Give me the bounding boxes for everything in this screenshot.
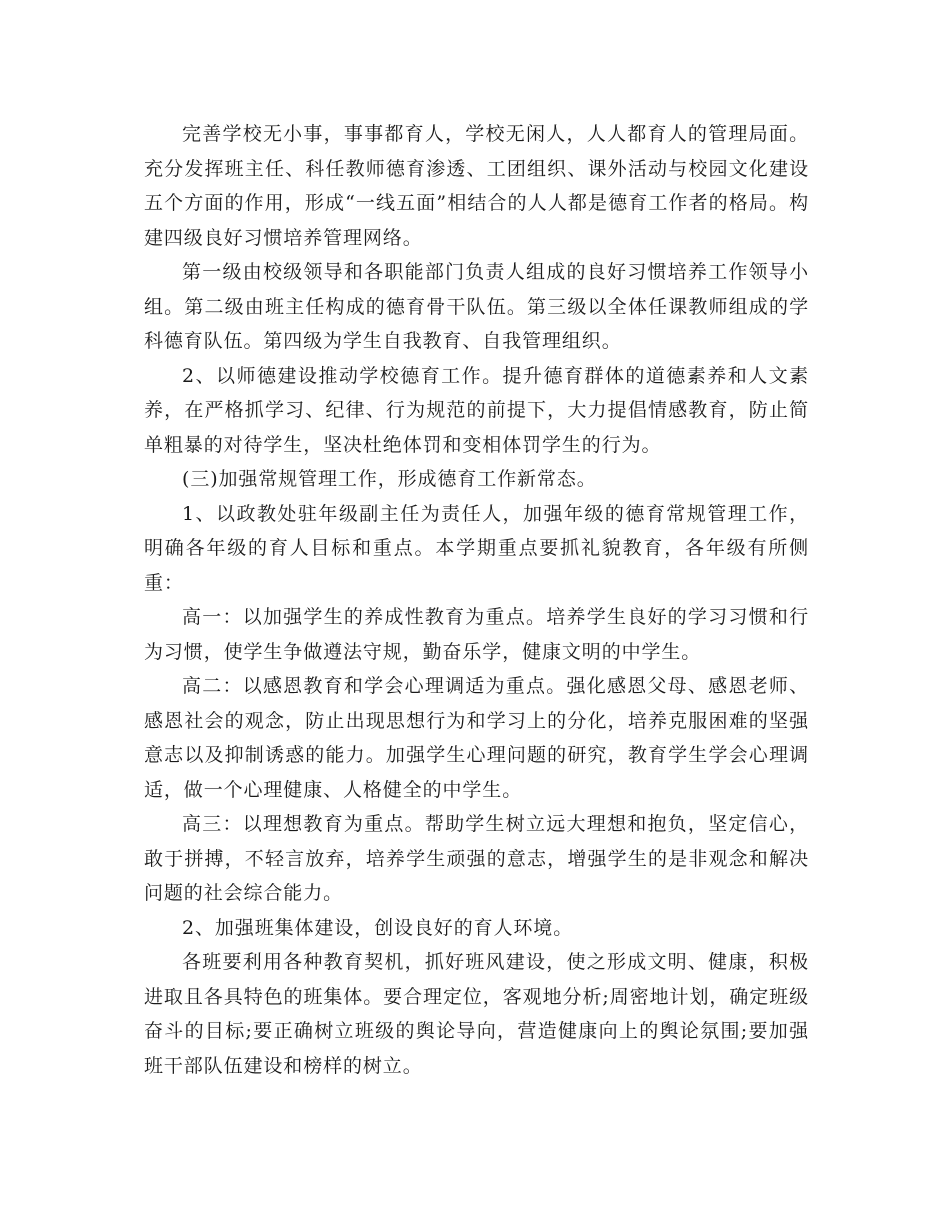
paragraph-management-situation: 完善学校无小事，事事都育人，学校无闲人，人人都育人的管理局面。充分发挥班主任、科任教师德育渗透、工团组织、课外活动与校园文化建设五个方面的作用，形成“一线五面”相结合的人人都是德育工作者的格局。构建四级良好习惯培养管理网络。 bbox=[144, 123, 809, 249]
paragraph-grade-three: 高三：以理想教育为重点。帮助学生树立远大理想和抱负，坚定信心，敢于拼搏，不轻言放弃，培养学生顽强的意志，增强学生的是非观念和解决问题的社会综合能力。 bbox=[144, 813, 809, 904]
paragraph-grade-one: 高一：以加强学生的养成性教育为重点。培养学生良好的学习习惯和行为习惯，使学生争做遵法守规，勤奋乐学，健康文明的中学生。 bbox=[144, 606, 809, 663]
paragraph-four-levels: 第一级由校级领导和各职能部门负责人组成的良好习惯培养工作领导小组。第二级由班主任构成的德育骨干队伍。第三级以全体任课教师组成的学科德育队伍。第四级为学生自我教育、自我管理组织。 bbox=[144, 261, 809, 352]
paragraph-grade-management: 1、以政教处驻年级副主任为责任人，加强年级的德育常规管理工作，明确各年级的育人目标和重点。本学期重点要抓礼貌教育，各年级有所侧重： bbox=[144, 502, 809, 594]
document-body bbox=[144, 117, 809, 1083]
paragraph-class-building-heading: 2、加强班集体建设，创设良好的育人环境。 bbox=[182, 916, 574, 939]
paragraph-grade-two: 高二：以感恩教育和学会心理调适为重点。强化感恩父母、感恩老师、感恩社会的观念，防止出现思想行为和学习上的分化，培养克服困难的坚强意志以及抑制诱惑的能力。加强学生心理问题的研究，教育学生学会心理调适，做一个心理健康、人格健全的中学生。 bbox=[144, 675, 809, 801]
section-heading-routine-management: (三)加强常规管理工作，形成德育工作新常态。 bbox=[182, 468, 597, 490]
paragraph-teacher-ethics: 2、以师德建设推动学校德育工作。提升德育群体的道德素养和人文素养，在严格抓学习、纪律、行为规范的前提下，大力提倡情感教育，防止简单粗暴的对待学生，坚决杜绝体罚和变相体罚学生的行为。 bbox=[144, 364, 809, 456]
paragraph-class-building: 各班要利用各种教育契机，抓好班风建设，使之形成文明、健康，积极进取且各具特色的班集体。要合理定位，客观地分析;周密地计划，确定班级奋斗的目标;要正确树立班级的舆论导向，营造健康向上的舆论氛围;要加强班干部队伍建设和榜样的树立。 bbox=[144, 951, 809, 1077]
